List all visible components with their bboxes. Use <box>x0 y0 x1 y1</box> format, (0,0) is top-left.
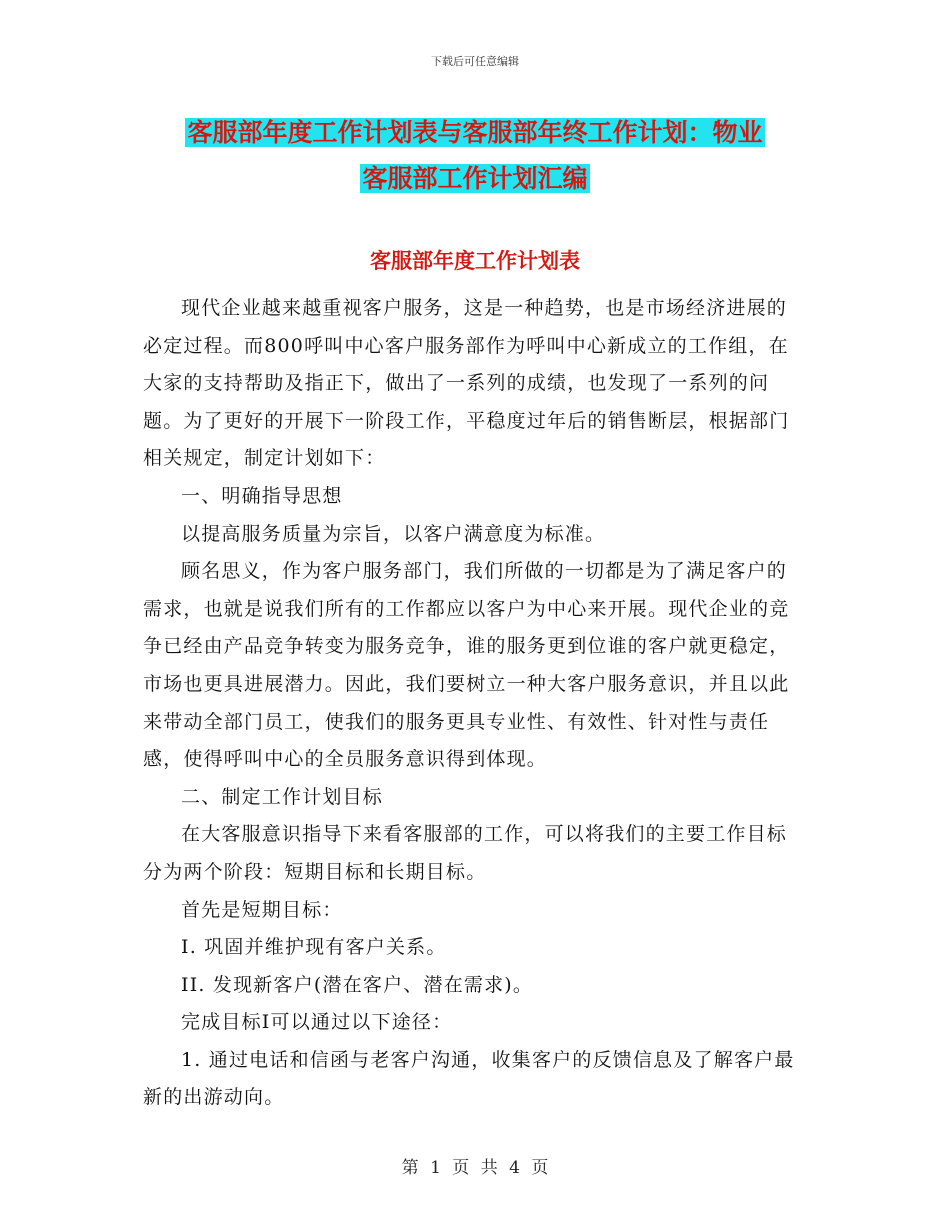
paragraph: 顾名思义，作为客户服务部门，我们所做的一切都是为了满足客户的需求，也就是说我们所有的工作都应以客户为中心来开展。现代企业的竞争已经由产品竞争转变为服务竞争，谁的服务更到位谁的客户就更稳定，市场也更具进展潜力。因此，我们要树立一种大客户服务意识，并且以此来带动全部门员工，使我们的服务更具专业性、有效性、针对性与责任感，使得呼叫中心的全员服务意识得到体现。 <box>143 560 790 771</box>
paragraph: 在大客服意识指导下来看客服部的工作，可以将我们的主要工作目标分为两个阶段：短期目标和长期目标。 <box>143 823 788 883</box>
list-item: II. 发现新客户(潜在客户、潜在需求)。 <box>181 973 534 996</box>
title-line-2: 客服部工作计划汇编 <box>362 164 588 193</box>
header-note: 下载后可任意编辑 <box>431 55 519 68</box>
list-item: I. 巩固并维护现有客户关系。 <box>181 936 447 959</box>
paragraph: 首先是短期目标： <box>181 898 343 921</box>
section-title: 客服部年度工作计划表 <box>370 248 580 273</box>
page-footer: 第 1 页 共 4 页 <box>401 1158 549 1178</box>
document-title <box>150 110 800 202</box>
title-line-1: 客服部年度工作计划表与客服部年终工作计划：物业 <box>187 118 763 147</box>
list-item: 1. 通过电话和信函与老客户沟通，收集客户的反馈信息及了解客户最新的出游动向。 <box>143 1048 795 1109</box>
heading-work-plan-goals: 二、制定工作计划目标 <box>181 785 384 808</box>
paragraph: 完成目标I可以通过以下途径： <box>181 1011 453 1034</box>
document-body <box>143 290 803 1117</box>
paragraph: 现代企业越来越重视客户服务，这是一种趋势，也是市场经济进展的必定过程。而800呼叫中心客户服务部作为呼叫中心新成立的工作组，在大家的支持帮助及指正下，做出了一系列的成绩，也发现了一系列的问题。为了更好的开展下一阶段工作，平稳度过年后的销售断层，根据部门相关规定，制定计划如下： <box>143 297 790 470</box>
paragraph: 以提高服务质量为宗旨，以客户满意度为标准。 <box>181 522 606 545</box>
heading-guiding-thought: 一、明确指导思想 <box>181 484 343 507</box>
